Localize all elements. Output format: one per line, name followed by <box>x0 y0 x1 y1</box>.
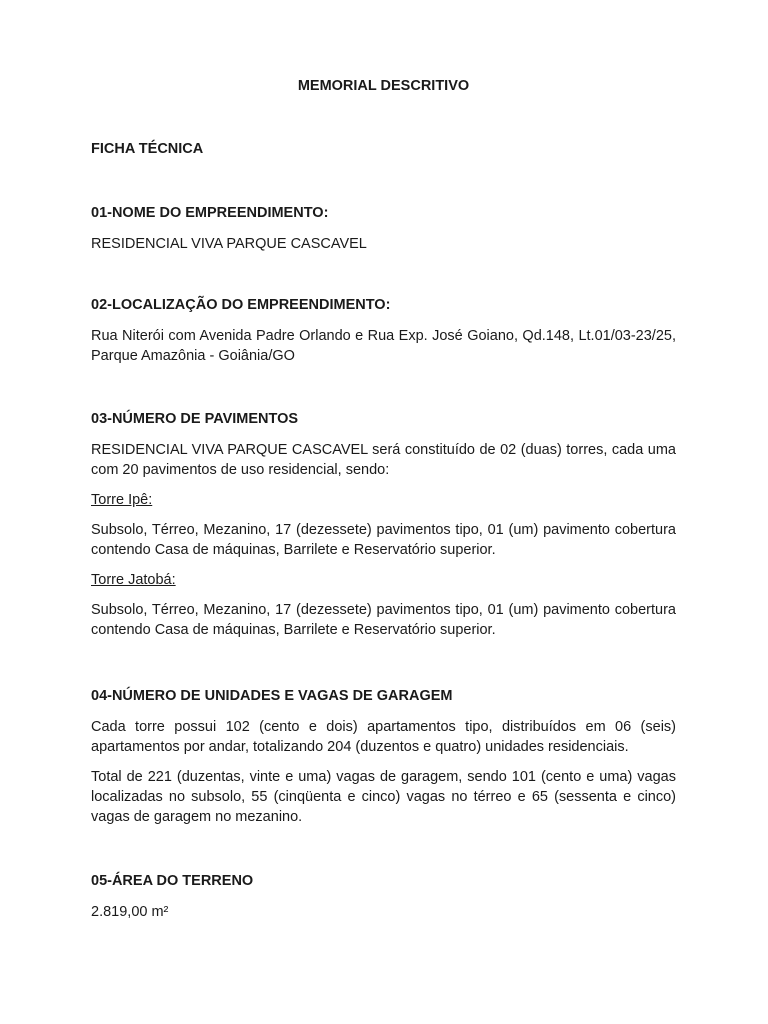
ficha-tecnica-label: FICHA TÉCNICA <box>91 141 204 157</box>
section-03-intro: RESIDENCIAL VIVA PARQUE CASCAVEL será constituído de 02 (duas) torres, cada uma com 20 pavimentos de uso residencial, sendo: <box>91 442 676 478</box>
ficha-tecnica-heading <box>91 139 676 159</box>
section-02 <box>91 295 676 366</box>
torre-ipe-text: Subsolo, Térreo, Mezanino, 17 (dezessete) pavimentos tipo, 01 (um) pavimento cobertura contendo Casa de máquinas, Barrilete e Reservatório superior. <box>91 522 676 558</box>
section-03-heading: 03-NÚMERO DE PAVIMENTOS <box>91 411 299 427</box>
section-03 <box>91 409 676 640</box>
torre-ipe-label: Torre Ipê: <box>91 492 153 508</box>
section-04-heading: 04-NÚMERO DE UNIDADES E VAGAS DE GARAGEM <box>91 688 453 704</box>
section-04 <box>91 686 676 827</box>
section-05-text: 2.819,00 m² <box>91 904 169 920</box>
section-05-heading: 05-ÁREA DO TERRENO <box>91 873 254 889</box>
section-04-paragraph-2: Total de 221 (duzentas, vinte e uma) vagas de garagem, sendo 101 (cento e uma) vagas localizadas no subsolo, 55 (cinqüenta e cinco) vagas no térreo e 65 (sessenta e cinco) vagas de garagem no mezanino. <box>91 769 676 825</box>
section-01 <box>91 203 676 254</box>
section-02-heading: 02-LOCALIZAÇÃO DO EMPREENDIMENTO: <box>91 297 391 313</box>
section-01-heading: 01-NOME DO EMPREENDIMENTO: <box>91 205 329 221</box>
torre-jatoba-label: Torre Jatobá: <box>91 572 176 588</box>
section-01-text: RESIDENCIAL VIVA PARQUE CASCAVEL <box>91 236 367 252</box>
section-04-paragraph-1: Cada torre possui 102 (cento e dois) apartamentos tipo, distribuídos em 06 (seis) apartamentos por andar, totalizando 204 (duzentos e quatro) unidades residenciais. <box>91 719 676 755</box>
document-title: MEMORIAL DESCRITIVO <box>297 78 470 94</box>
document-page <box>91 0 676 1024</box>
section-02-text: Rua Niterói com Avenida Padre Orlando e Rua Exp. José Goiano, Qd.148, Lt.01/03-23/25, Parque Amazônia - Goiânia/GO <box>91 328 676 364</box>
torre-jatoba-text: Subsolo, Térreo, Mezanino, 17 (dezessete) pavimentos tipo, 01 (um) pavimento cobertura contendo Casa de máquinas, Barrilete e Reservatório superior. <box>91 602 676 638</box>
section-05 <box>91 871 676 922</box>
